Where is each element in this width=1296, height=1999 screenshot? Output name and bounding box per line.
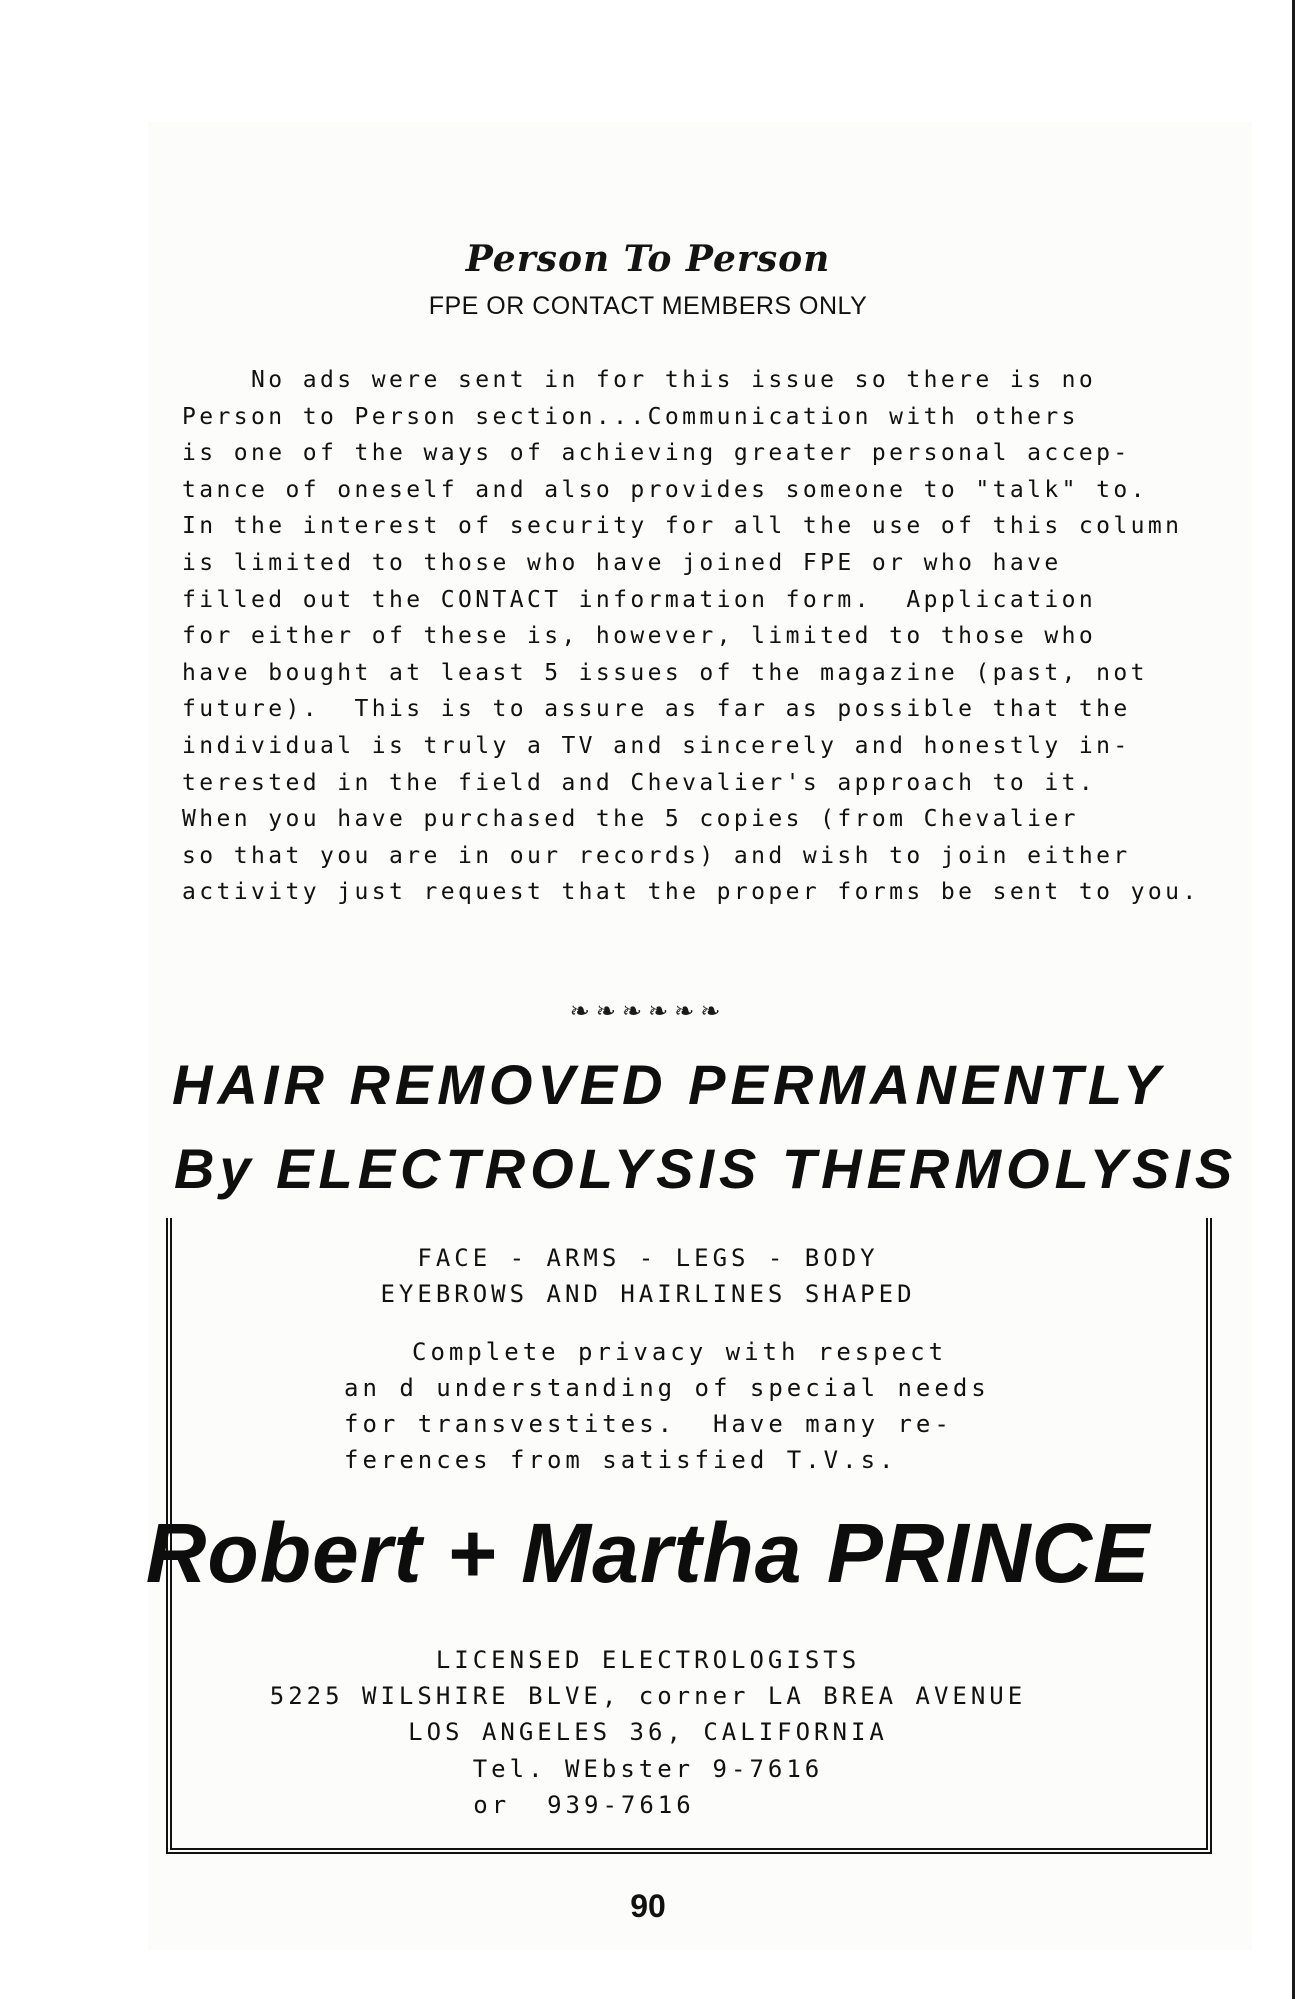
- ornament-divider: ❧❧❧❧❧❧: [569, 997, 727, 1025]
- ad-body-areas: FACE - ARMS - LEGS - BODY: [417, 1244, 879, 1272]
- body-line: future). This is to assure as far as possible that the: [182, 696, 1131, 723]
- page-number: 90: [630, 1888, 666, 1924]
- ad-address: 5225 WILSHIRE BLVE, corner LA BREA AVENUE: [269, 1682, 1027, 1710]
- body-line: individual is truly a TV and sincerely and honestly in-: [182, 732, 1131, 759]
- body-line: terested in the field and Chevalier's approach to it.: [182, 769, 1097, 796]
- body-line: have bought at least 5 issues of the magazine (past, not: [182, 659, 1148, 686]
- body-line: Person to Person section...Communication with others: [182, 403, 1079, 430]
- body-line: tance of oneself and also provides someone to "talk" to.: [182, 476, 1148, 503]
- ad-city: LOS ANGELES 36, CALIFORNIA: [408, 1718, 888, 1746]
- body-line: so that you are in our records) and wish to join either: [182, 842, 1131, 869]
- ad-headline-method: By ELECTROLYSIS THERMOLYSIS: [174, 1137, 1238, 1200]
- body-line: In the interest of security for all the use of this column: [182, 513, 1183, 540]
- body-line: is limited to those who have joined FPE or who have: [182, 549, 1062, 576]
- ad-headline: HAIR REMOVED PERMANENTLY: [172, 1053, 1166, 1116]
- ad-privacy-text: [344, 1334, 990, 1478]
- privacy-line: for transvestites. Have many re-: [344, 1410, 953, 1438]
- body-paragraph: [182, 362, 1242, 911]
- ad-telephone-alt: or 939-7616: [473, 1791, 695, 1819]
- ad-telephone: Tel. WEbster 9-7616: [472, 1755, 824, 1783]
- body-line: When you have purchased the 5 copies (from Chevalier: [182, 806, 1079, 833]
- section-subtitle: FPE OR CONTACT MEMBERS ONLY: [428, 292, 868, 320]
- privacy-line: Complete privacy with respect: [412, 1338, 948, 1366]
- ad-names: Robert + Martha PRINCE: [145, 1506, 1151, 1600]
- body-line: for either of these is, however, limited to those who: [182, 623, 1097, 650]
- body-line: No ads were sent in for this issue so there is no: [182, 367, 1097, 393]
- section-title: Person To Person: [465, 238, 831, 280]
- body-line: is one of the ways of achieving greater personal accep-: [182, 440, 1131, 467]
- body-line: activity just request that the proper forms be sent to you.: [182, 879, 1200, 906]
- privacy-line: ferences from satisfied T.V.s.: [344, 1446, 898, 1474]
- body-line: filled out the CONTACT information form. Application: [182, 586, 1097, 613]
- privacy-line: an d understanding of special needs: [344, 1374, 990, 1402]
- ad-shaping: EYEBROWS AND HAIRLINES SHAPED: [380, 1280, 916, 1308]
- ad-license: LICENSED ELECTROLOGISTS: [435, 1646, 861, 1674]
